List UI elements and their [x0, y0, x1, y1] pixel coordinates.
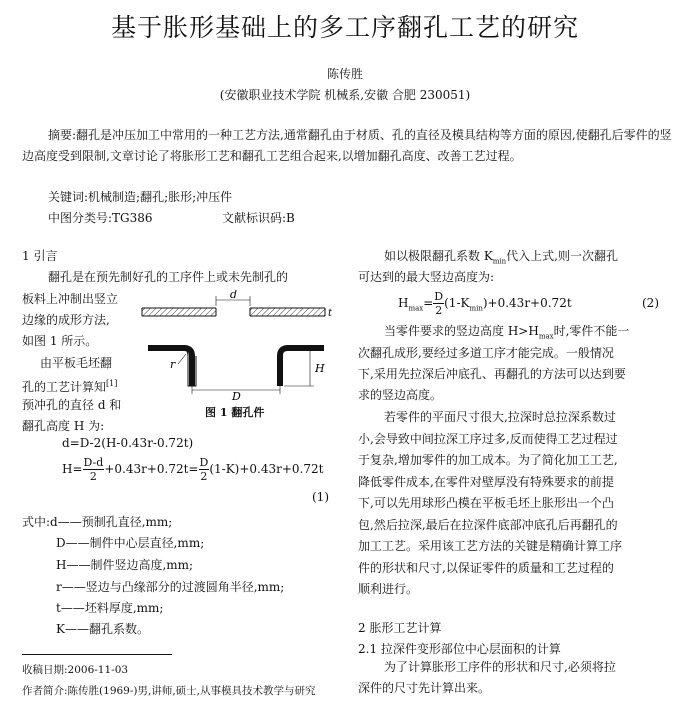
body-text: 次翻孔成形,要经过多道工序才能完成。一般情况 — [358, 346, 614, 360]
body-text: 为了计算胀形工序件的形状和尺寸,必须将拉 — [384, 660, 616, 674]
body-text: 当零件要求的竖边高度 $H>H_{max}$时,零件不能一 — [384, 324, 630, 341]
equation-2-number: (2) — [642, 296, 659, 310]
figure-1-caption: 图 1 翻孔件 — [205, 406, 265, 419]
body-text: 求的竖边高度。 — [358, 388, 443, 402]
figure-label-H: H — [315, 362, 325, 375]
keywords: 关键词:机械制造;翻孔;胀形;冲压件 — [48, 190, 233, 204]
section-2-1-heading: 2.1 拉深件变形部位中心层面积的计算 — [358, 642, 561, 656]
author-name: 陈传胜 — [326, 67, 363, 81]
body-text: 深件的尺寸先计算出来。 — [358, 681, 491, 695]
figure-1-flanged-part — [140, 290, 340, 415]
received-date: 收稿日期:2006-11-03 — [22, 664, 129, 676]
body-text: 可达到的最大竖边高度为: — [358, 270, 495, 284]
equation-d: d=D-2(H-0.43r-0.72t) — [62, 436, 194, 450]
paper-title: 基于胀形基础上的多工序翻孔工艺的研究 — [110, 13, 579, 42]
body-text: 若零件的平面尺寸很大,拉深时总拉深系数过 — [384, 410, 616, 424]
section-1-heading: 1 引言 — [22, 249, 58, 263]
body-text: 板料上冲制出竖立 — [22, 292, 119, 306]
definition-item: 式中:d——预制孔直径,mm; — [22, 515, 173, 529]
footnote-rule — [22, 654, 172, 655]
figure-label-d: d — [230, 290, 238, 301]
body-text: 件的形状和尺寸,以保证零件的质量和工艺过程的 — [358, 561, 614, 575]
clc-number: 中图分类号:TG386 — [48, 211, 153, 225]
body-text: 如图 1 所示。 — [22, 334, 98, 348]
body-text: 顺利进行。 — [358, 582, 419, 596]
body-text: 包,然后拉深,最后在拉深件底部冲底孔后再翻孔的 — [358, 518, 618, 532]
body-text: 如以极限翻孔系数 $K_{min}$代入上式,则一次翻孔 — [384, 249, 618, 266]
body-text: 预冲孔的直径 d 和 — [22, 398, 122, 412]
figure-label-r: r — [170, 358, 176, 371]
author-bio: 作者简介:陈传胜(1969-)男,讲师,硕士,从事模具技术教学与研究 — [22, 685, 316, 697]
figure-label-t: t — [328, 308, 333, 319]
body-text: 下,可以先用球形凸模在平板毛坯上胀形出一个凸 — [358, 496, 614, 510]
definition-item: H——制件竖边高度,mm; — [56, 558, 194, 572]
definition-item: t——坯料厚度,mm; — [56, 601, 164, 615]
definition-item: K——翻孔系数。 — [56, 622, 149, 636]
document-code: 文献标识码:B — [222, 211, 295, 225]
body-text: 边缘的成形方法, — [22, 313, 110, 327]
body-text: 孔的工艺计算知[1] — [22, 379, 118, 394]
definition-item: D——制件中心层直径,mm; — [56, 536, 205, 550]
body-text: 下,采用先拉深后冲底孔、再翻孔的方法可以达到要 — [358, 367, 626, 381]
definition-item: r——竖边与凸缘部分的过渡圆角半径,mm; — [56, 580, 285, 594]
abstract: 摘要:翻孔是冲压加工中常用的一种工艺方法,通常翻孔由于材质、孔的直径及模具结构等方面的原因,使翻孔后零件的竖边高度受到限制,文章讨论了将胀形工艺和翻孔工艺组合起来,以增加翻孔高度、改善工艺过程。 — [22, 128, 672, 163]
figure-label-D: D — [232, 390, 241, 403]
equation-1: H= $\frac{D-d}{2}$ +0.43r+0.72t= $\frac{D}{2}$ (1-K)+0.43r+0.72t — [62, 456, 324, 483]
section-2-heading: 2 胀形工艺计算 — [358, 621, 442, 635]
body-text: 于复杂,增加零件的加工成本。为了简化加工工艺, — [358, 453, 618, 467]
body-text: 翻孔是在预先制好孔的工序件上或未先制孔的 — [48, 270, 289, 284]
author-affiliation: (安徽职业技术学院 机械系,安徽 合肥 230051) — [219, 88, 471, 102]
equation-1-number: (1) — [312, 490, 329, 504]
body-text: 翻孔高度 H 为: — [22, 419, 105, 433]
citation-ref: [1] — [106, 379, 118, 388]
body-text: 降低零件成本,在零件对壁厚没有特殊要求的前提 — [358, 475, 614, 489]
equation-2: $H_{max}=$ $\frac{D}{2}$ $(1-K_{min})+0.43r+0.72t$ — [398, 290, 572, 317]
body-text: 小,会导致中间拉深工序过多,反而使得工艺过程过 — [358, 432, 618, 446]
body-text: 加工工艺。采用该工艺方法的关键是精确计算工序 — [358, 539, 623, 553]
body-text: 由平板毛坯翻 — [40, 356, 113, 370]
